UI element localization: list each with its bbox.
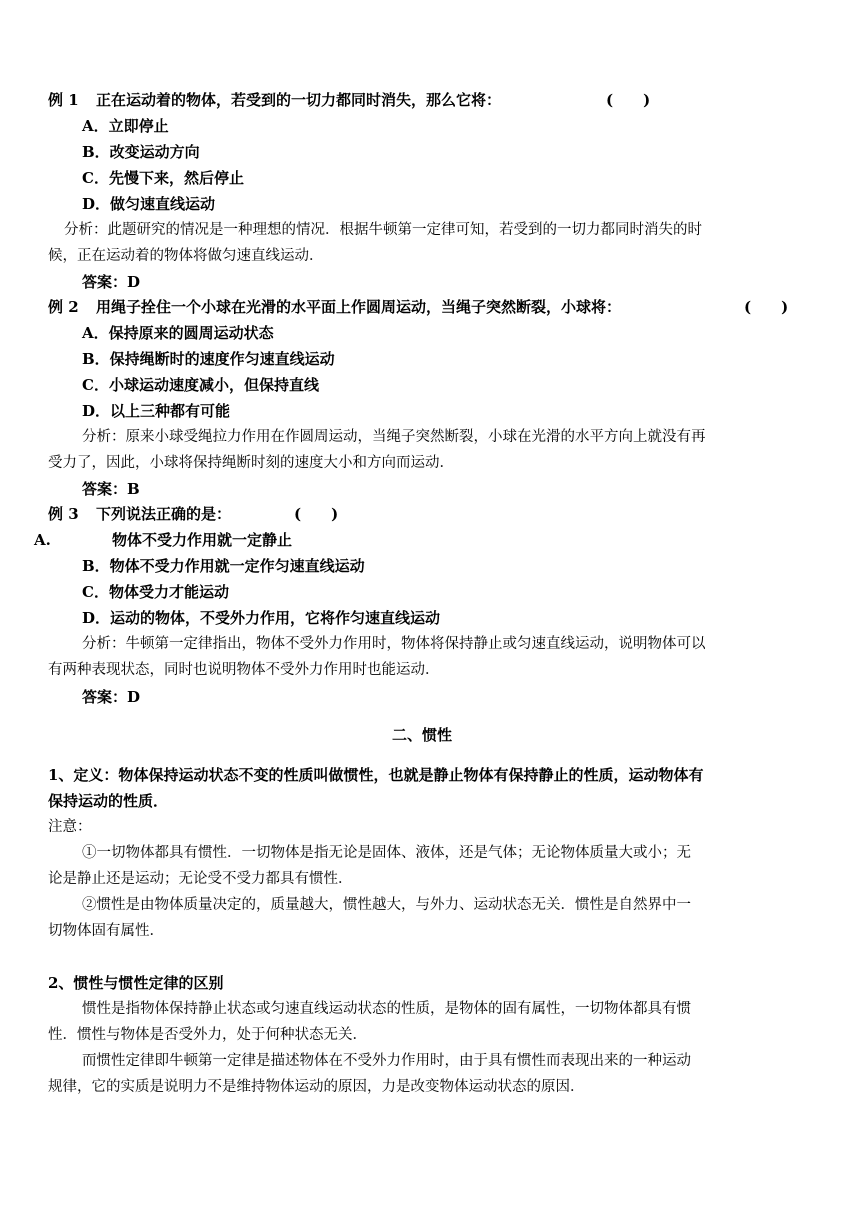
- example-1-question: 正在运动着的物体，若受到的一切力都同时消失，那么它将：: [96, 91, 502, 109]
- note-2-line-1: ②惯性是由物体质量决定的，质量越大，惯性越大，与外力、运动状态无关．惯性是自然界中一: [82, 897, 691, 913]
- subsection-2-title: 2、惯性与惯性定律的区别: [48, 974, 224, 992]
- example-1-analysis-line-1: 分析：此题研究的情况是一种理想的情况．根据牛顿第一定律可知，若受到的一切力都同时消失的时: [64, 222, 702, 238]
- definition-line-1: 1、定义：物体保持运动状态不变的性质叫做惯性，也就是静止物体有保持静止的性质，运动物体有: [48, 766, 704, 784]
- note-1-line-1: ①一切物体都具有惯性．一切物体是指无论是固体、液体，还是气体；无论物体质量大或小；无: [82, 845, 691, 861]
- definition-line-2: 保持运动的性质．: [48, 792, 169, 810]
- example-3-option-b: B．物体不受力作用就一定作匀速直线运动: [82, 557, 365, 575]
- note-2-line-2: 切物体固有属性．: [48, 923, 164, 939]
- example-1-analysis-line-2: 候，正在运动着的物体将做匀速直线运动．: [48, 248, 324, 264]
- example-3-option-a-letter: A.: [34, 531, 51, 549]
- paragraph-2-line-1: 而惯性定律即牛顿第一定律是描述物体在不受外力作用时，由于具有惯性而表现出来的一种运动: [82, 1053, 691, 1069]
- note-1-line-2: 论是静止还是运动；无论受不受力都具有惯性．: [48, 871, 353, 887]
- example-1-option-a: A．立即停止: [82, 117, 169, 135]
- paragraph-1-line-1: 惯性是指物体保持静止状态或匀速直线运动状态的性质，是物体的固有属性，一切物体都具有惯: [82, 1001, 691, 1017]
- example-2-answer: 答案：B: [82, 480, 140, 498]
- paragraph-1-line-2: 性．惯性与物体是否受外力，处于何种状态无关．: [48, 1027, 367, 1043]
- example-2-question: 用绳子拴住一个小球在光滑的水平面上作圆周运动，当绳子突然断裂，小球将：: [96, 298, 622, 316]
- paragraph-2-line-2: 规律，它的实质是说明力不是维持物体运动的原因，力是改变物体运动状态的原因．: [48, 1079, 585, 1095]
- example-2-label: 例 2: [48, 298, 79, 316]
- example-2-analysis-line-1: 分析：原来小球受绳拉力作用在作圆周运动，当绳子突然断裂，小球在光滑的水平方向上就没有再: [82, 429, 706, 445]
- example-3-option-c: C．物体受力才能运动: [82, 583, 229, 601]
- example-3-label: 例 3: [48, 505, 79, 523]
- example-1-label: 例 1: [48, 91, 79, 109]
- example-1-answer-blank: ( ): [606, 91, 651, 109]
- example-3-answer: 答案：D: [82, 688, 141, 706]
- example-2-answer-blank: ( ): [744, 298, 789, 316]
- example-3-option-a: 物体不受力作用就一定静止: [112, 531, 293, 549]
- example-2-option-d: D．以上三种都有可能: [82, 402, 231, 420]
- example-2-option-b: B．保持绳断时的速度作匀速直线运动: [82, 350, 335, 368]
- note-label: 注意：: [48, 819, 92, 835]
- example-2-option-c: C．小球运动速度减小，但保持直线: [82, 376, 319, 394]
- example-3-analysis-line-1: 分析：牛顿第一定律指出，物体不受外力作用时，物体将保持静止或匀速直线运动，说明物体可以: [82, 636, 706, 652]
- example-1-option-b: B．改变运动方向: [82, 143, 200, 161]
- example-3-question: 下列说法正确的是：: [96, 505, 232, 523]
- example-3-answer-blank: ( ): [294, 505, 339, 523]
- example-3-analysis-line-2: 有两种表现状态，同时也说明物体不受外力作用时也能运动．: [48, 662, 440, 678]
- example-1-option-d: D．做匀速直线运动: [82, 195, 216, 213]
- example-1-option-c: C．先慢下来，然后停止: [82, 169, 244, 187]
- example-1-answer: 答案：D: [82, 273, 141, 291]
- example-2-analysis-line-2: 受力了，因此，小球将保持绳断时刻的速度大小和方向而运动．: [48, 455, 454, 471]
- example-3-option-d: D．运动的物体，不受外力作用，它将作匀速直线运动: [82, 609, 441, 627]
- section-title: 二、惯性: [392, 726, 453, 744]
- example-2-option-a: A．保持原来的圆周运动状态: [82, 324, 274, 342]
